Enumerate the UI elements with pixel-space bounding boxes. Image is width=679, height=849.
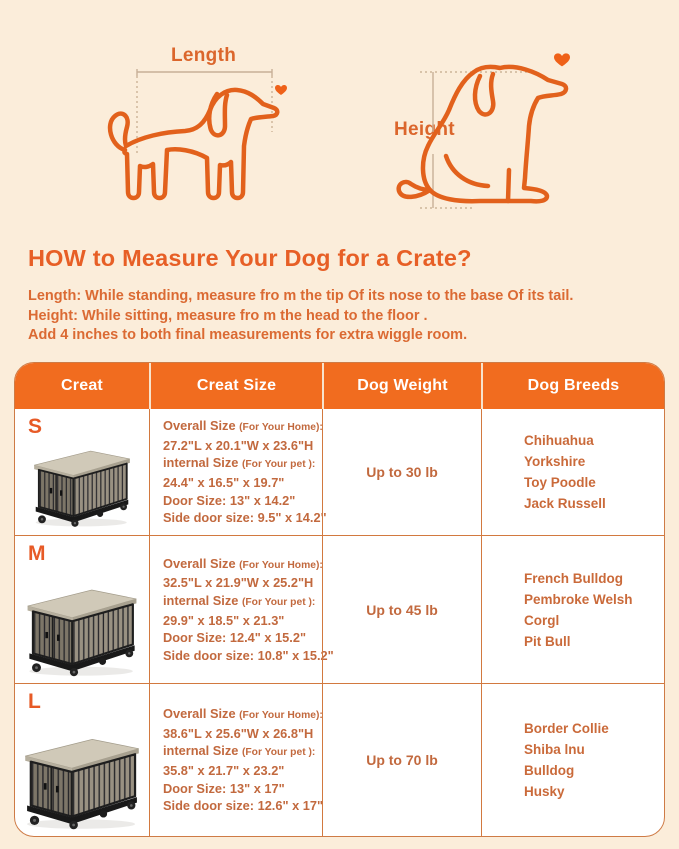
side-door-size: Side door size: 12.6" x 17" [163, 798, 324, 814]
header-dog-breeds: Dog Breeds [481, 363, 664, 409]
height-label: Height [394, 119, 455, 140]
breed: Husky [524, 784, 565, 799]
crate-cell [15, 684, 149, 836]
overall-size-note: (For Your Home): [239, 422, 323, 434]
sitting-dog-outline [399, 67, 566, 202]
internal-size-note: (For Your pet ): [241, 596, 316, 608]
header-creat-size: Creat Size [149, 363, 322, 409]
size-letter: S [28, 415, 43, 438]
overall-size-label: Overall Size [163, 418, 240, 434]
internal-size-note: (For Your pet ): [241, 459, 316, 471]
table-row [15, 683, 664, 836]
size-letter: M [28, 542, 46, 565]
crate-photo [22, 731, 143, 830]
breed: Chihuahua [524, 433, 594, 448]
breed: Pembroke Welsh [524, 591, 633, 607]
breed: Jack Russell [524, 496, 606, 511]
breed: Corgl [524, 612, 560, 628]
crate-photo [24, 582, 140, 677]
overall-size-value: 27.2"L x 20.1"W x 23.6"H [163, 437, 314, 453]
crate-cell [15, 536, 149, 683]
breed: Bulldog [524, 763, 575, 778]
crate-photo [31, 444, 133, 527]
internal-size-value: 35.8" x 21.7" x 23.2" [163, 763, 285, 778]
dog-breeds-cell [481, 536, 664, 683]
internal-size-value: 24.4" x 16.5" x 19.7" [163, 475, 285, 490]
side-door-size: Side door size: 10.8" x 15.2" [163, 647, 334, 663]
dog-weight-cell: Up to 70 lb [322, 684, 481, 836]
overall-size-note: (For Your Home): [239, 710, 323, 722]
size-table [14, 362, 665, 837]
header-dog-weight: Dog Weight [322, 363, 481, 409]
heart-icon [275, 85, 287, 95]
breed: Yorkshire [524, 454, 586, 469]
door-size: Door Size: 12.4" x 15.2" [163, 630, 307, 646]
door-size: Door Size: 13" x 14.2" [163, 492, 296, 508]
instruction-length: Length: While standing, measure fro m the tip Of its nose to the base Of its tail. [28, 288, 574, 304]
internal-size-label: internal Size [163, 455, 242, 471]
breed: Shiba lnu [524, 742, 585, 757]
breed: Border Collie [524, 721, 609, 736]
overall-size-label: Overall Size [163, 706, 240, 722]
internal-size-note: (For Your pet ): [241, 747, 316, 759]
door-size: Door Size: 13" x 17" [163, 780, 285, 796]
crate-cell [15, 409, 149, 535]
table-header-row [15, 363, 664, 409]
page-title: HOW to Measure Your Dog for a Crate? [28, 245, 472, 271]
dog-weight-cell: Up to 45 lb [322, 536, 481, 683]
instruction-height: Height: While sitting, measure fro m the head to the floor . [28, 307, 428, 324]
standing-dog-diagram [95, 42, 295, 212]
crate-size-cell [149, 684, 322, 836]
breed: French Bulldog [524, 570, 623, 586]
heart-icon [554, 53, 570, 66]
internal-size-label: internal Size [163, 743, 242, 759]
header-creat: Creat [61, 377, 103, 394]
breed: Pit Bull [524, 633, 571, 649]
side-door-size: Side door size: 9.5" x 14.2" [163, 510, 327, 526]
internal-size-value: 29.9" x 18.5" x 21.3" [163, 612, 285, 628]
table-row [15, 409, 664, 535]
crate-size-cell [149, 536, 334, 683]
overall-size-label: Overall Size [163, 555, 240, 571]
overall-size-note: (For Your Home): [239, 559, 323, 571]
dog-weight-cell: Up to 30 lb [322, 409, 481, 535]
overall-size-value: 38.6"L x 25.6"W x 26.8"H [163, 725, 314, 741]
dog-breeds-cell [481, 409, 664, 535]
length-label: Length [171, 45, 237, 66]
instructions [28, 287, 658, 346]
dog-breeds-cell [481, 684, 664, 836]
overall-size-value: 32.5"L x 21.9"W x 25.2"H [163, 575, 314, 591]
table-row [15, 535, 664, 683]
instruction-wiggle-room: Add 4 inches to both final measurements for extra wiggle room. [28, 327, 468, 343]
standing-dog-outline [110, 90, 277, 198]
length-measure-line [137, 69, 272, 154]
sitting-dog-diagram [388, 38, 603, 218]
size-letter: L [28, 690, 41, 713]
crate-size-cell [149, 409, 327, 535]
breed: Toy Poodle [524, 475, 596, 490]
internal-size-label: internal Size [163, 592, 242, 608]
